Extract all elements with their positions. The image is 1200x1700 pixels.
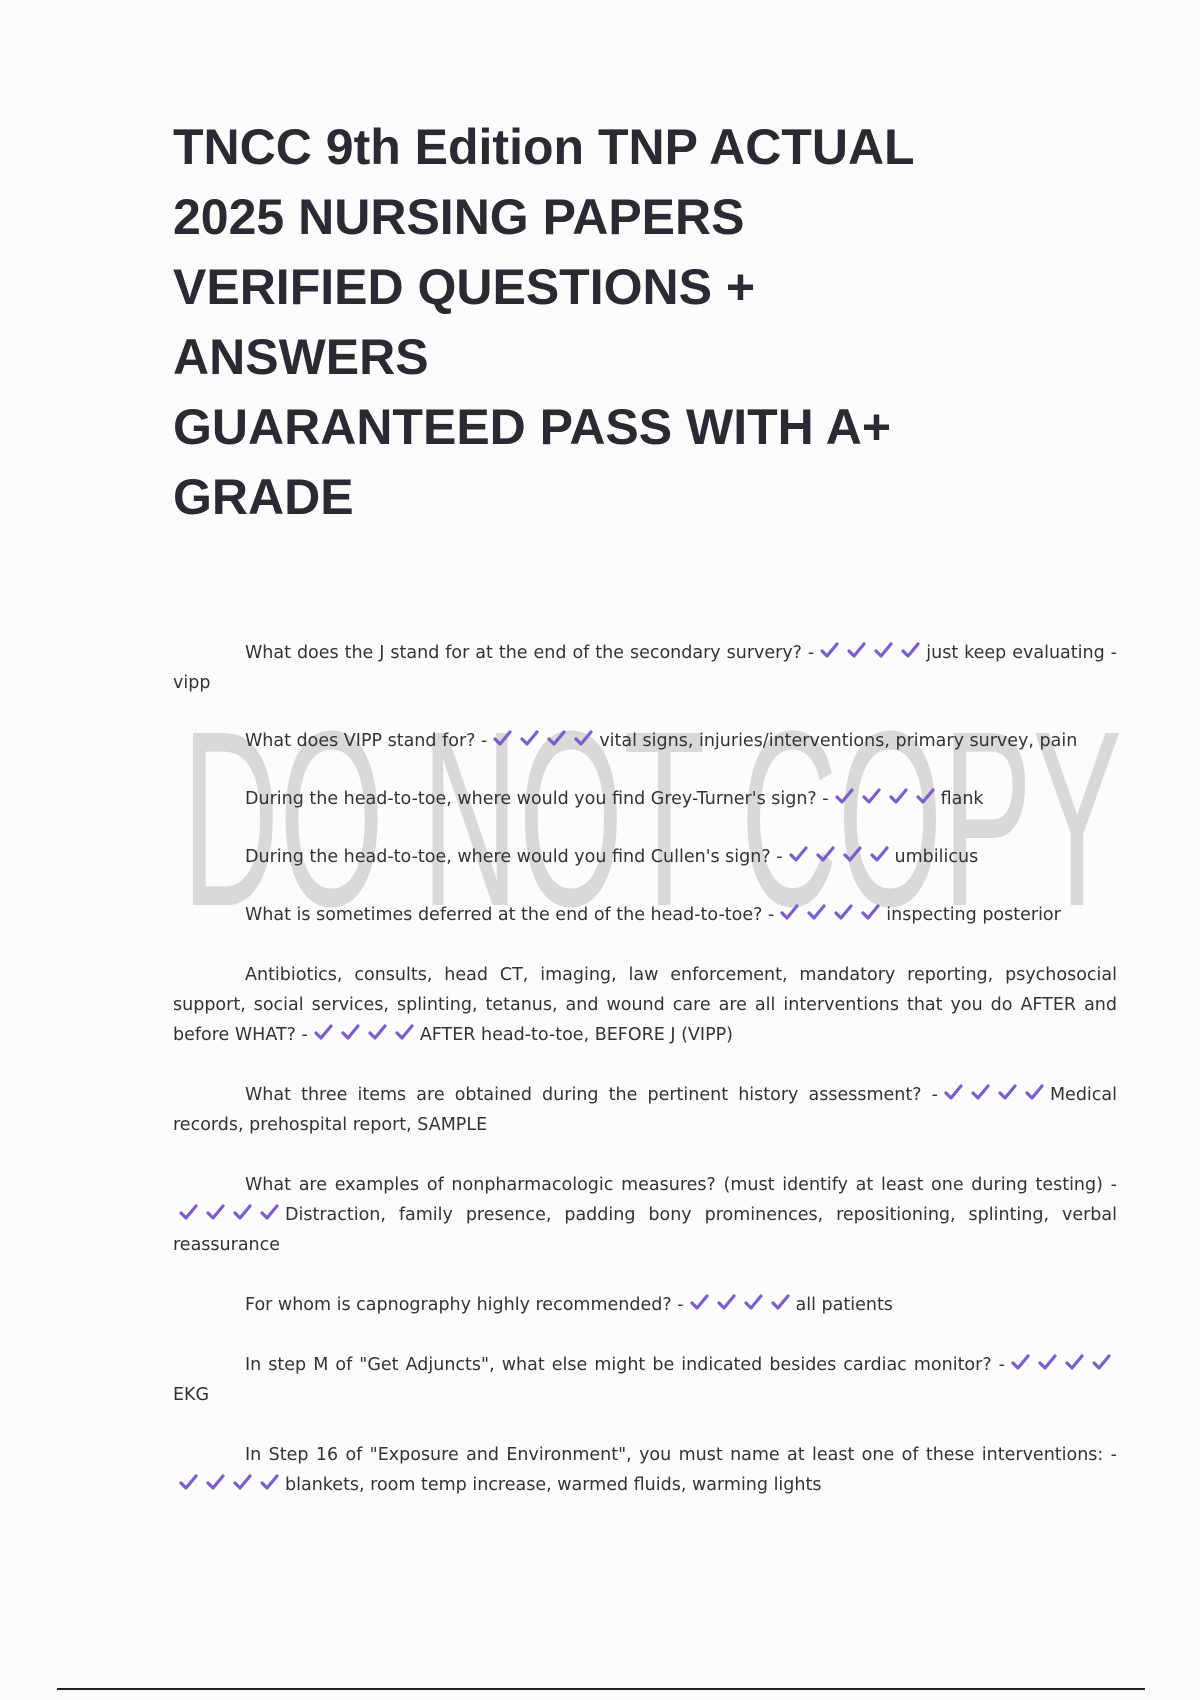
question-text: Antibiotics, consults, head CT, imaging, law enforcement, mandatory reporting, psychosocial support, social services, splinting, tetanus, and wound care are all interventions that you do AFTER and before WHAT? - xyxy=(173,965,1117,1045)
question-text: What is sometimes deferred at the end of the head-to-toe? - xyxy=(245,905,775,925)
question-text: For whom is capnography highly recommended? - xyxy=(245,1295,684,1315)
answer-text: Medical records, prehospital report, SAMPLE xyxy=(173,1085,1117,1135)
question-text: In step M of "Get Adjuncts", what else might be indicated besides cardiac monitor? - xyxy=(245,1355,1005,1375)
question-text: What three items are obtained during the pertinent history assessment? - xyxy=(245,1085,938,1105)
question-text: What does the J stand for at the end of the secondary survery? - xyxy=(245,643,815,663)
qa-item xyxy=(173,842,1117,872)
check-marks-icon xyxy=(780,900,884,930)
answer-text: inspecting posterior xyxy=(886,905,1061,925)
title-line: GUARANTEED PASS WITH A+ xyxy=(173,399,892,455)
qa-list xyxy=(173,638,1117,1500)
answer-text: vital signs, injuries/interventions, primary survey, pain xyxy=(599,731,1078,751)
qa-item xyxy=(173,1080,1117,1140)
qa-item xyxy=(173,726,1117,756)
qa-item xyxy=(173,1440,1117,1500)
qa-item xyxy=(173,900,1117,930)
watermark-text: DO NOT COPY xyxy=(182,700,1122,930)
answer-text: EKG xyxy=(173,1385,210,1405)
title-line: ANSWERS xyxy=(173,329,429,385)
qa-item xyxy=(173,784,1117,814)
check-marks-icon xyxy=(820,638,924,668)
check-marks-icon xyxy=(944,1080,1048,1110)
qa-item xyxy=(173,1170,1117,1260)
answer-text: Distraction, family presence, padding bony prominences, repositioning, splinting, verbal reassurance xyxy=(173,1205,1117,1255)
answer-text: just keep evaluating - vipp xyxy=(173,643,1117,693)
answer-text: all patients xyxy=(795,1295,893,1315)
question-text: During the head-to-toe, where would you find Grey-Turner's sign? - xyxy=(245,789,829,809)
check-marks-icon xyxy=(835,784,939,814)
title-line: TNCC 9th Edition TNP ACTUAL xyxy=(173,119,915,175)
qa-item xyxy=(173,1350,1117,1410)
question-text: In Step 16 of "Exposure and Environment", you must name at least one of these interventions: - xyxy=(245,1445,1117,1465)
question-text: During the head-to-toe, where would you find Cullen's sign? - xyxy=(245,847,783,867)
title-line: VERIFIED QUESTIONS + xyxy=(173,259,756,315)
check-marks-icon xyxy=(314,1020,418,1050)
qa-item xyxy=(173,638,1117,698)
qa-item xyxy=(173,1290,1117,1320)
question-text: What are examples of nonpharmacologic measures? (must identify at least one during testing) - xyxy=(245,1175,1117,1195)
answer-text: umbilicus xyxy=(894,847,979,867)
check-marks-icon xyxy=(493,726,597,756)
qa-item xyxy=(173,960,1117,1050)
answer-text: blankets, room temp increase, warmed fluids, warming lights xyxy=(285,1475,822,1495)
page-title xyxy=(173,112,1073,532)
check-marks-icon xyxy=(690,1290,794,1320)
answer-text: flank xyxy=(940,789,984,809)
title-line: 2025 NURSING PAPERS xyxy=(173,189,745,245)
question-text: What does VIPP stand for? - xyxy=(245,731,488,751)
footer-divider xyxy=(57,1688,1145,1690)
check-marks-icon xyxy=(179,1470,283,1500)
answer-text: AFTER head-to-toe, BEFORE J (VIPP) xyxy=(419,1025,733,1045)
check-marks-icon xyxy=(789,842,893,872)
title-line: GRADE xyxy=(173,469,354,525)
check-marks-icon xyxy=(179,1200,283,1230)
check-marks-icon xyxy=(1011,1350,1115,1380)
